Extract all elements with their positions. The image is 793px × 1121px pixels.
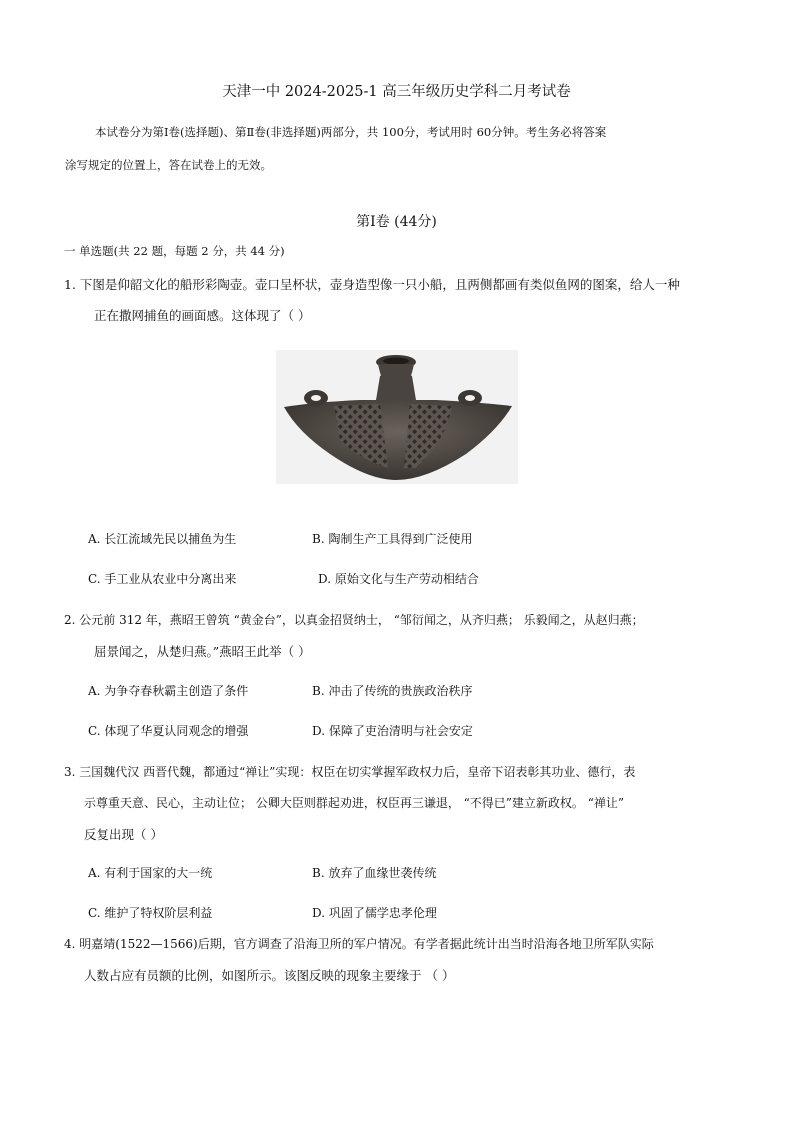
part-heading: 一 单选题(共 22 题，每题 2 分，共 44 分)	[64, 244, 285, 258]
q2-stem-line-1: 2. 公元前 312 年，燕昭王曾筑 “黄金台”，以真金招贤纳士， “邹衍闻之，从齐归燕； 乐毅闻之，从赵归燕；	[64, 613, 644, 627]
q1-option-c: C. 手工业从农业中分离出来	[88, 572, 237, 586]
intro-line-2: 涂写规定的位置上，答在试卷上的无效。	[65, 158, 272, 172]
q1-option-a: A. 长江流域先民以捕鱼为生	[88, 532, 237, 546]
q3-option-d: D. 巩固了儒学忠孝伦理	[312, 906, 437, 920]
q2-option-b: B. 冲击了传统的贵族政治秩序	[312, 684, 473, 698]
q3-option-a: A. 有利于国家的大一统	[88, 866, 213, 880]
q1-stem-line-1: 1. 下图是仰韶文化的船形彩陶壶。壶口呈杯状，壶身造型像一只小船，且两侧都画有类似鱼网的图案，给人一种	[64, 277, 680, 292]
q2-option-a: A. 为争夺春秋霸主创造了条件	[88, 684, 249, 698]
section-title: 第Ⅰ卷 (44分)	[356, 214, 437, 230]
q3-option-b: B. 放弃了血缘世袭传统	[312, 866, 437, 880]
q2-stem-line-2: 屈景闻之，从楚归燕。”燕昭王此举（ ）	[94, 644, 311, 659]
q3-stem-line-1: 3. 三国魏代汉 西晋代魏，都通过“禅让”实现：权臣在切实掌握军政权力后，皇帝下诏表彰其功业、德行，表	[64, 765, 636, 779]
intro-line-1: 本试卷分为第Ⅰ卷(选择题)、第Ⅱ卷(非选择题)两部分，共 100分，考试用时 60分钟。考生务必将答案	[95, 125, 607, 139]
exam-title: 天津一中 2024-2025-1 高三年级历史学科二月考试卷	[222, 84, 571, 100]
q2-option-c: C. 体现了华夏认同观念的增强	[88, 724, 249, 738]
q3-stem-line-3: 反复出现（ ）	[84, 827, 163, 842]
q1-option-d: D. 原始文化与生产劳动相结合	[318, 572, 479, 586]
q2-option-d: D. 保障了吏治清明与社会安定	[312, 724, 473, 738]
q4-stem-line-2: 人数占应有员额的比例，如图所示。该图反映的现象主要缘于 （ ）	[84, 968, 455, 983]
q1-option-b: B. 陶制生产工具得到广泛使用	[312, 532, 473, 546]
q3-stem-line-2: 示尊重天意、民心，主动让位； 公卿大臣则群起劝进，权臣再三谦退， “不得已”建立新政权。 “禅让”	[84, 796, 624, 810]
q1-stem-line-2: 正在撒网捕鱼的画面感。这体现了（ ）	[94, 308, 311, 323]
q3-option-c: C. 维护了特权阶层利益	[88, 906, 213, 920]
q4-stem-line-1: 4. 明嘉靖(1522—1566)后期，官方调查了沿海卫所的军户情况。有学者据此统计出当时沿海各地卫所军队实际	[64, 937, 654, 951]
painted-pottery-boat-vessel-image	[276, 350, 518, 484]
